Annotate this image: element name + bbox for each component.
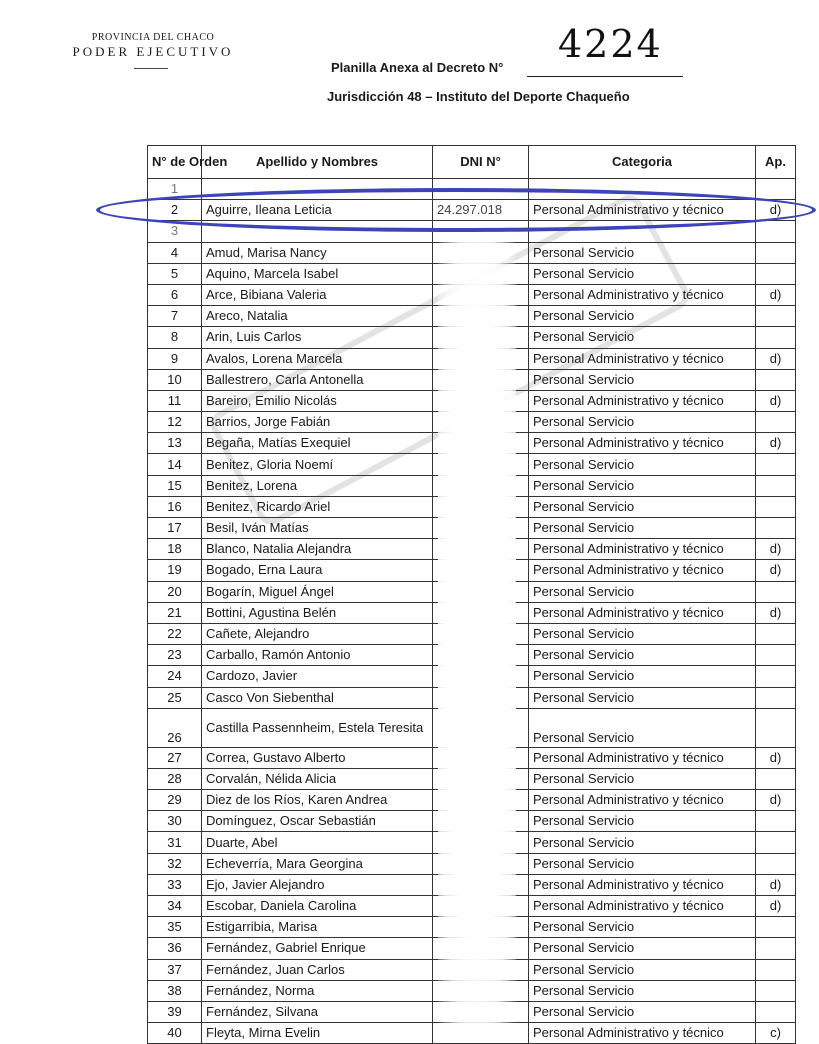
name-cell: Fernández, Norma (202, 980, 433, 1001)
dni-cell (433, 475, 529, 496)
category-cell: Personal Servicio (529, 1001, 756, 1022)
dni-cell (433, 518, 529, 539)
category-cell: Personal Servicio (529, 708, 756, 747)
category-cell: Personal Servicio (529, 768, 756, 789)
dni-cell (433, 433, 529, 454)
dni-cell (433, 412, 529, 433)
ap-cell: d) (756, 284, 796, 305)
name-cell: Arce, Bibiana Valeria (202, 284, 433, 305)
name-cell: Diez de los Ríos, Karen Andrea (202, 790, 433, 811)
name-cell: Bareiro, Emilio Nicolás (202, 390, 433, 411)
dni-cell (433, 284, 529, 305)
ap-cell (756, 811, 796, 832)
category-cell: Personal Servicio (529, 242, 756, 263)
dni-cell (433, 327, 529, 348)
table-row (148, 708, 796, 747)
category-cell: Personal Servicio (529, 306, 756, 327)
ap-cell (756, 959, 796, 980)
table-row (148, 242, 796, 263)
category-cell: Personal Servicio (529, 623, 756, 644)
dni-cell (433, 768, 529, 789)
order-cell: 15 (148, 475, 202, 496)
order-cell: 31 (148, 832, 202, 853)
dni-cell (433, 539, 529, 560)
table-row (148, 284, 796, 305)
dni-cell (433, 687, 529, 708)
dni-cell (433, 666, 529, 687)
dni-cell (433, 581, 529, 602)
ap-cell: d) (756, 790, 796, 811)
ap-cell (756, 221, 796, 242)
dni-cell (433, 938, 529, 959)
dni-cell (433, 896, 529, 917)
order-cell: 3 (148, 221, 202, 242)
name-cell: Bottini, Agustina Belén (202, 602, 433, 623)
order-cell: 14 (148, 454, 202, 475)
name-cell: Bogado, Erna Laura (202, 560, 433, 581)
table-row (148, 938, 796, 959)
table-header-row (148, 146, 796, 179)
order-cell: 5 (148, 263, 202, 284)
category-cell: Personal Servicio (529, 412, 756, 433)
dni-cell (433, 179, 529, 200)
table-row (148, 832, 796, 853)
category-cell: Personal Servicio (529, 980, 756, 1001)
category-cell (529, 221, 756, 242)
ap-cell (756, 306, 796, 327)
table-row (148, 200, 796, 221)
category-cell: Personal Administrativo y técnico (529, 539, 756, 560)
table-row (148, 896, 796, 917)
order-cell: 20 (148, 581, 202, 602)
dni-cell (433, 980, 529, 1001)
dni-cell (433, 917, 529, 938)
ap-cell: d) (756, 560, 796, 581)
order-cell: 28 (148, 768, 202, 789)
table-row (148, 959, 796, 980)
ap-cell (756, 623, 796, 644)
order-cell: 35 (148, 917, 202, 938)
ap-cell: d) (756, 874, 796, 895)
executive-branch: PODER EJECUTIVO (72, 44, 234, 59)
order-cell: 6 (148, 284, 202, 305)
ap-cell (756, 666, 796, 687)
category-cell: Personal Servicio (529, 811, 756, 832)
name-cell: Benitez, Gloria Noemí (202, 454, 433, 475)
order-cell: 30 (148, 811, 202, 832)
category-cell: Personal Servicio (529, 832, 756, 853)
name-cell: Carballo, Ramón Antonio (202, 645, 433, 666)
dni-cell (433, 832, 529, 853)
name-cell: Duarte, Abel (202, 832, 433, 853)
category-cell: Personal Servicio (529, 917, 756, 938)
name-cell: Aguirre, Ileana Leticia (202, 200, 433, 221)
table-row (148, 980, 796, 1001)
table-row (148, 454, 796, 475)
name-cell: Ballestrero, Carla Antonella (202, 369, 433, 390)
header-order: N° de Orden (148, 146, 202, 179)
category-cell: Personal Servicio (529, 454, 756, 475)
order-cell: 23 (148, 645, 202, 666)
ap-cell (756, 327, 796, 348)
order-cell: 27 (148, 747, 202, 768)
category-cell: Personal Servicio (529, 687, 756, 708)
issuer-header (48, 32, 258, 69)
order-cell: 16 (148, 496, 202, 517)
category-cell: Personal Servicio (529, 475, 756, 496)
order-cell: 10 (148, 369, 202, 390)
ap-cell (756, 645, 796, 666)
order-cell: 17 (148, 518, 202, 539)
order-cell: 8 (148, 327, 202, 348)
order-cell: 9 (148, 348, 202, 369)
ap-cell: d) (756, 896, 796, 917)
table-row (148, 1001, 796, 1022)
dni-cell (433, 874, 529, 895)
ap-cell (756, 496, 796, 517)
table-row (148, 623, 796, 644)
name-cell: Begaña, Matías Exequiel (202, 433, 433, 454)
dni-cell (433, 602, 529, 623)
ap-cell: d) (756, 390, 796, 411)
header-ap: Ap. (756, 146, 796, 179)
order-cell: 11 (148, 390, 202, 411)
category-cell: Personal Administrativo y técnico (529, 602, 756, 623)
name-cell: Castilla Passennheim, Estela Teresita (202, 708, 433, 747)
ap-cell: d) (756, 747, 796, 768)
ap-cell (756, 179, 796, 200)
order-cell: 32 (148, 853, 202, 874)
province-name: PROVINCIA DEL CHACO (91, 32, 215, 43)
table-row (148, 1023, 796, 1044)
header-category: Categoria (529, 146, 756, 179)
order-cell: 39 (148, 1001, 202, 1022)
order-cell: 2 (148, 200, 202, 221)
table-row (148, 560, 796, 581)
dni-cell (433, 853, 529, 874)
table-row (148, 539, 796, 560)
table-row (148, 581, 796, 602)
ap-cell: d) (756, 433, 796, 454)
personnel-table (147, 145, 796, 1044)
dni-cell (433, 390, 529, 411)
header-rule (134, 68, 168, 69)
dni-cell (433, 242, 529, 263)
order-cell: 38 (148, 980, 202, 1001)
order-cell: 12 (148, 412, 202, 433)
order-cell: 25 (148, 687, 202, 708)
dni-cell (433, 560, 529, 581)
header-name: Apellido y Nombres (202, 146, 433, 179)
ap-cell (756, 980, 796, 1001)
name-cell: Fernández, Gabriel Enrique (202, 938, 433, 959)
dni-cell (433, 623, 529, 644)
name-cell: Fleyta, Mirna Evelin (202, 1023, 433, 1044)
decree-number: 4224 (558, 22, 663, 66)
order-cell: 19 (148, 560, 202, 581)
category-cell: Personal Servicio (529, 666, 756, 687)
ap-cell (756, 1001, 796, 1022)
category-cell: Personal Administrativo y técnico (529, 560, 756, 581)
ap-cell: d) (756, 539, 796, 560)
dni-cell (433, 263, 529, 284)
category-cell: Personal Servicio (529, 938, 756, 959)
order-cell: 4 (148, 242, 202, 263)
order-cell: 37 (148, 959, 202, 980)
category-cell: Personal Servicio (529, 959, 756, 980)
order-cell: 21 (148, 602, 202, 623)
order-cell: 26 (148, 708, 202, 747)
category-cell: Personal Administrativo y técnico (529, 747, 756, 768)
order-cell: 13 (148, 433, 202, 454)
name-cell: Estigarribia, Marisa (202, 917, 433, 938)
category-cell: Personal Administrativo y técnico (529, 433, 756, 454)
table-row (148, 348, 796, 369)
name-cell: Blanco, Natalia Alejandra (202, 539, 433, 560)
table-row (148, 518, 796, 539)
decree-underline (527, 76, 683, 77)
dni-cell (433, 369, 529, 390)
name-cell: Fernández, Silvana (202, 1001, 433, 1022)
category-cell: Personal Servicio (529, 518, 756, 539)
order-cell: 36 (148, 938, 202, 959)
ap-cell: c) (756, 1023, 796, 1044)
order-cell: 29 (148, 790, 202, 811)
name-cell: Corvalán, Nélida Alicia (202, 768, 433, 789)
name-cell: Fernández, Juan Carlos (202, 959, 433, 980)
category-cell: Personal Servicio (529, 263, 756, 284)
name-cell: Areco, Natalia (202, 306, 433, 327)
order-cell: 1 (148, 179, 202, 200)
dni-cell (433, 645, 529, 666)
ap-cell (756, 581, 796, 602)
category-cell: Personal Servicio (529, 581, 756, 602)
ap-cell (756, 708, 796, 747)
table-row (148, 602, 796, 623)
dni-cell (433, 1001, 529, 1022)
table-row (148, 412, 796, 433)
ap-cell (756, 475, 796, 496)
order-cell: 33 (148, 874, 202, 895)
dni-cell (433, 959, 529, 980)
table-row (148, 790, 796, 811)
document-title: Planilla Anexa al Decreto N° (331, 60, 504, 75)
table-row (148, 475, 796, 496)
dni-cell (433, 348, 529, 369)
category-cell: Personal Administrativo y técnico (529, 200, 756, 221)
table-row (148, 263, 796, 284)
name-cell: Barrios, Jorge Fabián (202, 412, 433, 433)
ap-cell (756, 853, 796, 874)
name-cell: Cardozo, Javier (202, 666, 433, 687)
order-cell: 40 (148, 1023, 202, 1044)
category-cell: Personal Administrativo y técnico (529, 790, 756, 811)
name-cell: Escobar, Daniela Carolina (202, 896, 433, 917)
category-cell: Personal Administrativo y técnico (529, 874, 756, 895)
ap-cell (756, 768, 796, 789)
name-cell: Benitez, Lorena (202, 475, 433, 496)
table-row (148, 917, 796, 938)
name-cell: Domínguez, Oscar Sebastián (202, 811, 433, 832)
name-cell (202, 221, 433, 242)
table-row (148, 496, 796, 517)
table-row (148, 811, 796, 832)
ap-cell (756, 412, 796, 433)
dni-cell (433, 811, 529, 832)
table-row (148, 853, 796, 874)
name-cell: Casco Von Siebenthal (202, 687, 433, 708)
name-cell: Cañete, Alejandro (202, 623, 433, 644)
table-row (148, 369, 796, 390)
name-cell: Correa, Gustavo Alberto (202, 747, 433, 768)
name-cell: Besil, Iván Matías (202, 518, 433, 539)
ap-cell (756, 518, 796, 539)
table-row (148, 179, 796, 200)
dni-cell (433, 306, 529, 327)
dni-cell (433, 708, 529, 747)
dni-cell (433, 221, 529, 242)
table-row (148, 874, 796, 895)
table-row (148, 390, 796, 411)
ap-cell (756, 938, 796, 959)
dni-cell (433, 496, 529, 517)
name-cell: Bogarín, Miguel Ángel (202, 581, 433, 602)
category-cell: Personal Servicio (529, 645, 756, 666)
category-cell: Personal Administrativo y técnico (529, 390, 756, 411)
order-cell: 22 (148, 623, 202, 644)
category-cell: Personal Administrativo y técnico (529, 896, 756, 917)
table-row (148, 747, 796, 768)
table-row (148, 327, 796, 348)
name-cell: Arin, Luis Carlos (202, 327, 433, 348)
order-cell: 7 (148, 306, 202, 327)
ap-cell (756, 369, 796, 390)
ap-cell (756, 917, 796, 938)
ap-cell (756, 454, 796, 475)
dni-cell (433, 1023, 529, 1044)
category-cell: Personal Servicio (529, 369, 756, 390)
name-cell: Ejo, Javier Alejandro (202, 874, 433, 895)
ap-cell (756, 242, 796, 263)
category-cell: Personal Servicio (529, 496, 756, 517)
order-cell: 24 (148, 666, 202, 687)
name-cell: Echeverría, Mara Georgina (202, 853, 433, 874)
dni-cell (433, 454, 529, 475)
table-row (148, 645, 796, 666)
dni-cell: 24.297.018 (433, 200, 529, 221)
category-cell (529, 179, 756, 200)
name-cell: Benitez, Ricardo Ariel (202, 496, 433, 517)
order-cell: 18 (148, 539, 202, 560)
dni-cell (433, 790, 529, 811)
order-cell: 34 (148, 896, 202, 917)
table-row (148, 666, 796, 687)
table-row (148, 433, 796, 454)
header-dni: DNI N° (433, 146, 529, 179)
name-cell: Aquino, Marcela Isabel (202, 263, 433, 284)
ap-cell (756, 263, 796, 284)
name-cell: Amud, Marisa Nancy (202, 242, 433, 263)
table-row (148, 687, 796, 708)
table-row (148, 306, 796, 327)
table-row (148, 768, 796, 789)
ap-cell (756, 687, 796, 708)
ap-cell: d) (756, 348, 796, 369)
ap-cell: d) (756, 200, 796, 221)
name-cell: Avalos, Lorena Marcela (202, 348, 433, 369)
category-cell: Personal Servicio (529, 853, 756, 874)
table-row (148, 221, 796, 242)
category-cell: Personal Administrativo y técnico (529, 348, 756, 369)
category-cell: Personal Servicio (529, 327, 756, 348)
ap-cell: d) (756, 602, 796, 623)
ap-cell (756, 832, 796, 853)
category-cell: Personal Administrativo y técnico (529, 284, 756, 305)
name-cell (202, 179, 433, 200)
jurisdiction-line: Jurisdicción 48 – Instituto del Deporte Chaqueño (327, 89, 630, 104)
category-cell: Personal Administrativo y técnico (529, 1023, 756, 1044)
dni-cell (433, 747, 529, 768)
